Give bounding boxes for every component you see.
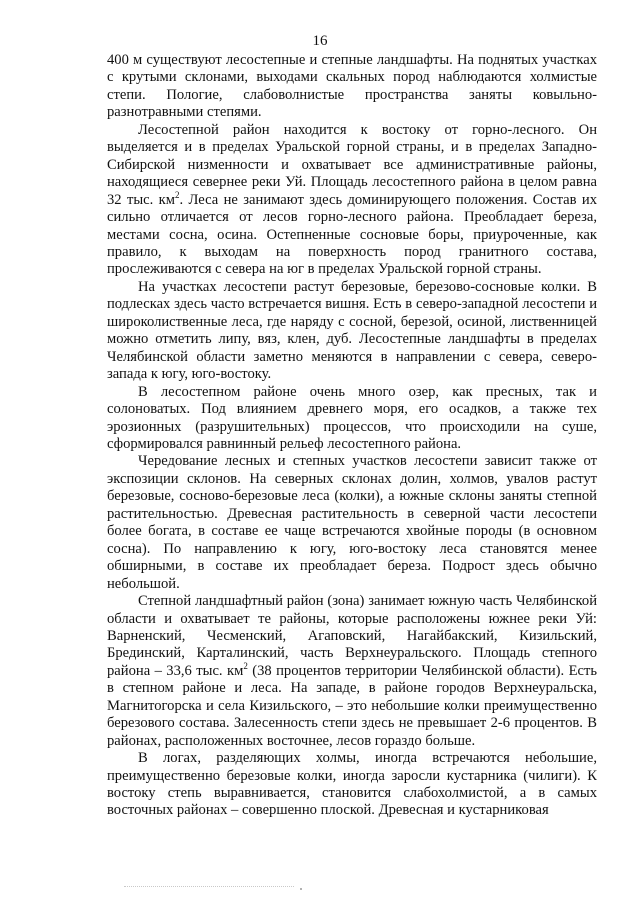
paragraph-6-part-1: Степной ландшафтный район (зона) занимает южную часть Челябинской области и охватывает те районы, которые расположены южнее реки Уй: Варненский, Чесменский, Агаповский, Нагайбакский, Кизильский, Брединский, Карталинский, часть Верхнеуральского. Площадь степного района – 33,6 тыс. км xyxy=(107,593,597,679)
paragraph-2-part-2: . Леса не занимают здесь доминирующего положения. Состав их сильно отличается от лесов горно-лесного района. Преобладает береза, местами сосна, осина. Остепненные сосновые боры, приуроченные, как правило, к выходам на поверхность пород гранитного состава, прослеживаются с севера на юг в пределах Уральской горной страны. xyxy=(107,191,597,278)
paragraph-7: В логах, разделяющих холмы, иногда встречаются небольшие, преимущественно березовые колки, иногда заросли кустарника (чилиги). К востоку степь выравнивается, становится слабохолмистой, а в самых восточных районах – совершенно плоской. Древесная и кустарниковая xyxy=(107,750,597,819)
superscript-squared: 2 xyxy=(174,189,180,200)
body-text xyxy=(107,52,597,820)
paragraph-1: 400 м существуют лесостепные и степные ландшафты. На поднятых участках с крутыми склонами, выходами скальных пород наблюдаются холмистые степи. Пологие, слабоволнистые пространства заняты ковыльно-разнотравными степями. xyxy=(107,52,597,121)
superscript-squared: 2 xyxy=(243,660,248,671)
paragraph-4: В лесостепном районе очень много озер, как пресных, так и солоноватых. Под влиянием древнего моря, его осадков, а также тех эрозионных (разрушительных) процессов, что происходили на суше, сформировался равнинный рельеф лесостепного района. xyxy=(107,383,597,452)
paragraph-5: Чередование лесных и степных участков лесостепи зависит также от экспозиции склонов. На северных склонах долин, холмов, увалов растут березовые, сосново-березовые леса (колки), а южные склоны заняты степной растительностью. Древесная растительность в северной части лесостепи более богата, в составе ее чаще встречаются хвойные породы (в основном сосна). По направлению к югу, юго-востоку леса становятся менее обширными, в составе их преобладает береза. Подрост здесь обычно небольшой. xyxy=(107,453,597,592)
paragraph-6 xyxy=(107,593,597,750)
scan-speck xyxy=(300,888,302,890)
paragraph-2 xyxy=(107,122,597,279)
page-number: 16 xyxy=(312,33,328,49)
paragraph-6-part-2: (38 процентов территории Челябинской области). Есть в степном районе и леса. На западе, в районе городов Верхнеуральска, Магнитогорска и села Кизильского, – это небольшие колки преимущественно березового состава. Залесенность степи здесь не превышает 2-6 процентов. В районах, расположенных восточнее, лесов гораздо больше. xyxy=(107,662,597,749)
paragraph-3: На участках лесостепи растут березовые, березово-сосновые колки. В подлесках здесь часто встречается вишня. Есть в северо-западной лесостепи и широколиственные леса, где наряду с сосной, березой, осиной, лиственницей можно отметить липу, вяз, клен, дуб. Лесостепные ландшафты в пределах Челябинской области заметно меняются в направлении с севера, северо-запада к югу, юго-востоку. xyxy=(107,278,597,383)
footer-rule xyxy=(124,886,294,887)
paragraph-2-part-1: Лесостепной район находится к востоку от горно-лесного. Он выделяется и в пределах Уральской горной страны, и в пределах Западно-Сибирской низменности и охватывает все административные районы, находящиеся севернее реки Уй. Площадь лесостепного района в целом равна 32 тыс. км xyxy=(107,121,597,208)
